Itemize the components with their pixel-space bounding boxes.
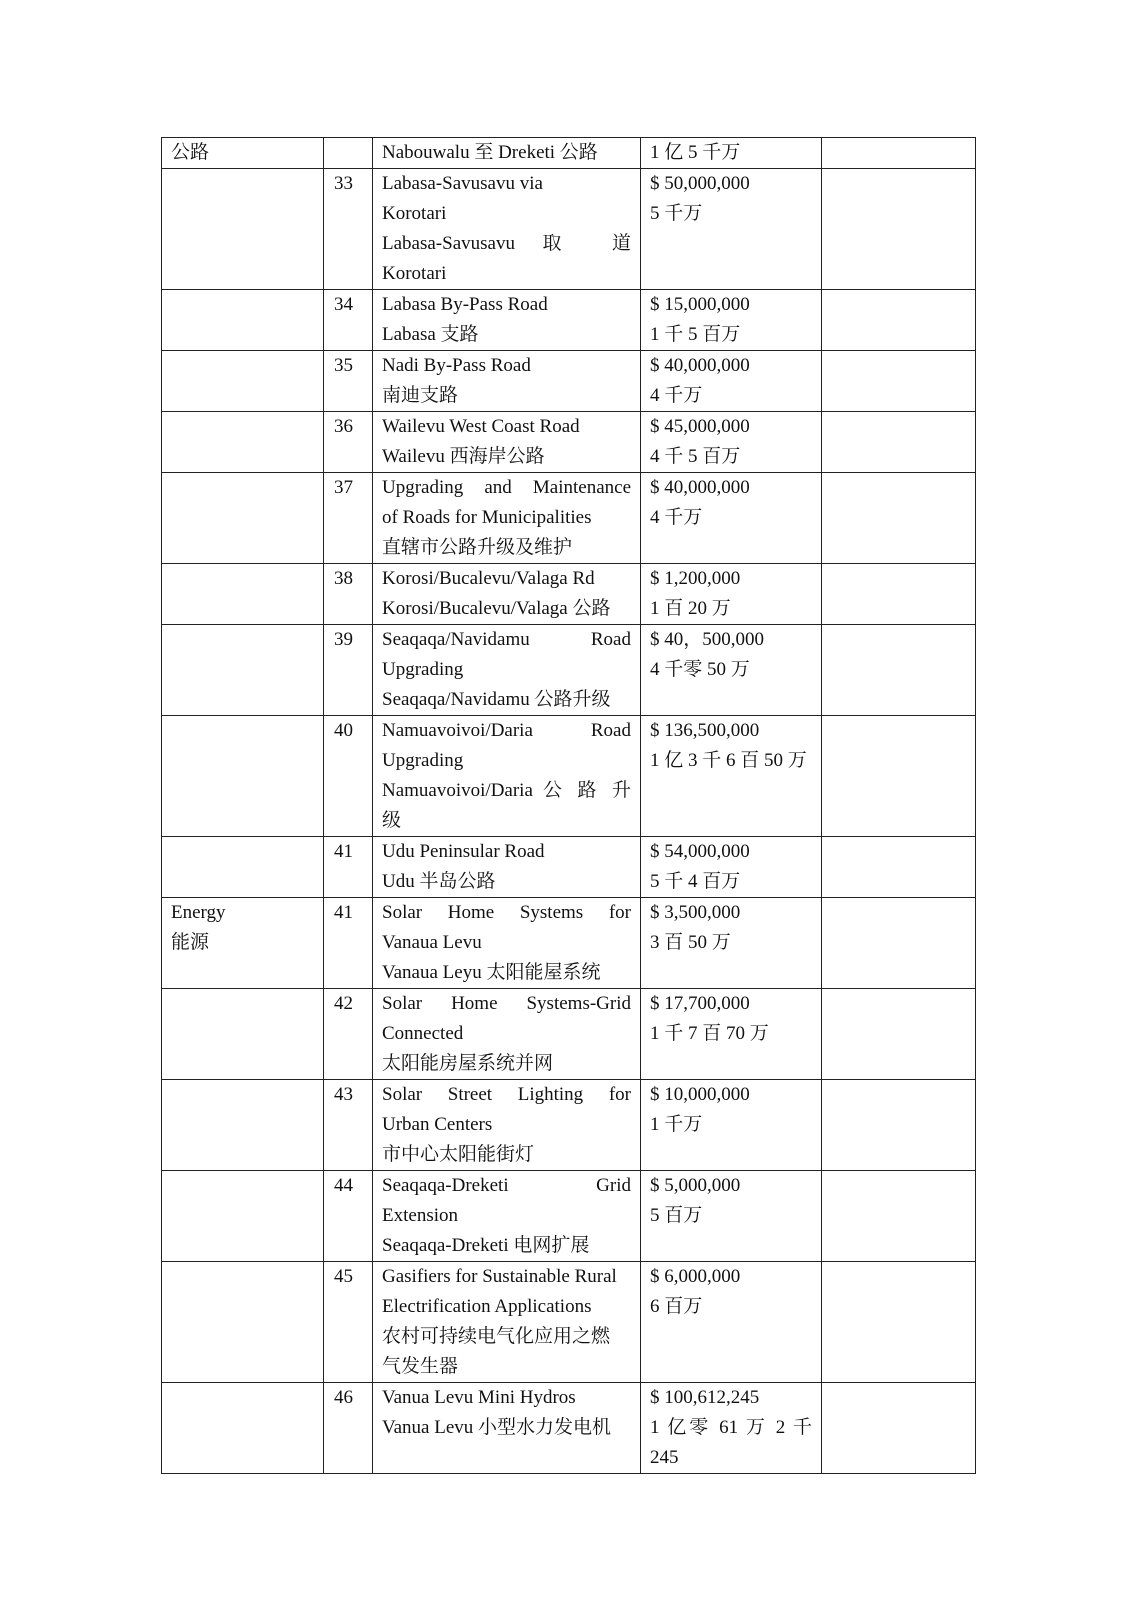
cost-line: $ 40,000,000 xyxy=(650,477,750,498)
project-name-cell xyxy=(373,564,641,625)
project-name-line: 级 xyxy=(382,810,402,831)
project-name-cell xyxy=(373,412,641,473)
item-number xyxy=(324,716,373,837)
item-number-text: 43 xyxy=(334,1084,353,1105)
project-name-line: Korotari xyxy=(382,263,447,284)
category-cell xyxy=(162,138,324,169)
project-name-line: Wailevu 西海岸公路 xyxy=(382,446,545,467)
remarks-cell xyxy=(822,290,976,351)
table-row xyxy=(162,1080,976,1171)
project-name-line: Udu Peninsular Road xyxy=(382,841,545,862)
cost-line: 1 千万 xyxy=(650,1114,703,1135)
project-name-cell xyxy=(373,716,641,837)
project-name-cell xyxy=(373,1383,641,1474)
project-name-line: Upgrading xyxy=(382,750,464,771)
remarks-cell xyxy=(822,351,976,412)
item-number xyxy=(324,898,373,989)
cost-line: 4 千 5 百万 xyxy=(650,446,741,467)
project-name-cell xyxy=(373,138,641,169)
category-cell xyxy=(162,290,324,351)
item-number xyxy=(324,169,373,290)
project-name-line: Nabouwalu 至 Dreketi 公路 xyxy=(382,142,598,163)
cost-line: 245 xyxy=(650,1447,679,1468)
project-name-cell xyxy=(373,1262,641,1383)
item-number xyxy=(324,351,373,412)
project-name-cell xyxy=(373,290,641,351)
project-name-line: Labasa-Savusavu 取 道 xyxy=(382,233,631,254)
project-name-line: Wailevu West Coast Road xyxy=(382,416,580,437)
item-number-text: 46 xyxy=(334,1387,353,1408)
project-name-line: of Roads for Municipalities xyxy=(382,507,592,528)
cost-line: $ 5,000,000 xyxy=(650,1175,741,1196)
cost-line: 1 亿 3 千 6 百 50 万 xyxy=(650,750,807,771)
item-number-text: 39 xyxy=(334,629,353,650)
table-row xyxy=(162,1262,976,1383)
category-cell xyxy=(162,837,324,898)
project-name-cell xyxy=(373,1171,641,1262)
project-name-cell xyxy=(373,473,641,564)
cost-line: 4 千零 50 万 xyxy=(650,659,750,680)
project-name-line: Vanua Levu Mini Hydros xyxy=(382,1387,576,1408)
cost-cell xyxy=(641,625,822,716)
remarks-cell xyxy=(822,898,976,989)
table-row xyxy=(162,138,976,169)
category-cell xyxy=(162,351,324,412)
project-name-line: Labasa By-Pass Road xyxy=(382,294,548,315)
project-name-line: Udu 半岛公路 xyxy=(382,871,496,892)
item-number xyxy=(324,564,373,625)
item-number xyxy=(324,290,373,351)
project-name-line: Labasa-Savusavu via xyxy=(382,173,543,194)
table-row xyxy=(162,837,976,898)
item-number xyxy=(324,837,373,898)
cost-cell xyxy=(641,412,822,473)
category-cell xyxy=(162,716,324,837)
cost-cell xyxy=(641,138,822,169)
project-name-line: Extension xyxy=(382,1205,458,1226)
item-number xyxy=(324,412,373,473)
table-row xyxy=(162,1383,976,1474)
project-table xyxy=(161,137,976,1474)
cost-cell xyxy=(641,1383,822,1474)
cost-line: 6 百万 xyxy=(650,1296,703,1317)
cost-cell xyxy=(641,1171,822,1262)
project-name-line: 农村可持续电气化应用之燃 xyxy=(382,1326,611,1347)
cost-cell xyxy=(641,716,822,837)
project-name-cell xyxy=(373,351,641,412)
cost-cell xyxy=(641,989,822,1080)
category-cell xyxy=(162,412,324,473)
project-name-line: Seaqaqa-Dreketi Grid xyxy=(382,1175,631,1196)
category-cell xyxy=(162,625,324,716)
cost-line: 3 百 50 万 xyxy=(650,932,731,953)
category-label: Energy xyxy=(171,902,226,923)
category-cell xyxy=(162,169,324,290)
cost-cell xyxy=(641,290,822,351)
project-name-line: Korosi/Bucalevu/Valaga Rd xyxy=(382,568,595,589)
item-number xyxy=(324,1383,373,1474)
cost-line: 1 亿零 61 万 2 千 xyxy=(650,1417,812,1438)
cost-cell xyxy=(641,473,822,564)
project-name-cell xyxy=(373,169,641,290)
project-name-line: Vanua Levu 小型水力发电机 xyxy=(382,1417,612,1438)
table-row xyxy=(162,625,976,716)
cost-line: 1 亿 5 千万 xyxy=(650,142,741,163)
table-row xyxy=(162,169,976,290)
item-number-text: 41 xyxy=(334,841,353,862)
project-name-line: Namuavoivoi/Daria Road xyxy=(382,720,631,741)
remarks-cell xyxy=(822,837,976,898)
project-name-line: Solar Home Systems-Grid xyxy=(382,993,631,1014)
item-number xyxy=(324,1171,373,1262)
cost-line: $ 15,000,000 xyxy=(650,294,750,315)
cost-line: $ 3,500,000 xyxy=(650,902,741,923)
project-name-line: 市中心太阳能街灯 xyxy=(382,1144,535,1165)
remarks-cell xyxy=(822,989,976,1080)
category-cell xyxy=(162,1080,324,1171)
item-number xyxy=(324,473,373,564)
cost-cell xyxy=(641,1262,822,1383)
project-name-line: Seaqaqa-Dreketi 电网扩展 xyxy=(382,1235,590,1256)
cost-line: $ 54,000,000 xyxy=(650,841,750,862)
remarks-cell xyxy=(822,1383,976,1474)
cost-line: $ 45,000,000 xyxy=(650,416,750,437)
table-row xyxy=(162,716,976,837)
cost-line: $ 40,000,000 xyxy=(650,355,750,376)
table-row xyxy=(162,1171,976,1262)
remarks-cell xyxy=(822,716,976,837)
category-cell xyxy=(162,1383,324,1474)
project-name-line: Electrification Applications xyxy=(382,1296,592,1317)
cost-line: $ 10,000,000 xyxy=(650,1084,750,1105)
item-number-text: 35 xyxy=(334,355,353,376)
item-number-text: 41 xyxy=(334,902,353,923)
category-cell xyxy=(162,473,324,564)
table-row xyxy=(162,290,976,351)
cost-line: 4 千万 xyxy=(650,385,703,406)
cost-cell xyxy=(641,1080,822,1171)
remarks-cell xyxy=(822,564,976,625)
project-name-line: Vanaua Levu xyxy=(382,932,482,953)
item-number-text: 36 xyxy=(334,416,353,437)
remarks-cell xyxy=(822,1171,976,1262)
table-row xyxy=(162,989,976,1080)
item-number-text: 38 xyxy=(334,568,353,589)
remarks-cell xyxy=(822,473,976,564)
cost-cell xyxy=(641,837,822,898)
item-number-text: 40 xyxy=(334,720,353,741)
category-cell xyxy=(162,989,324,1080)
item-number xyxy=(324,1262,373,1383)
project-name-line: Korotari xyxy=(382,203,447,224)
cost-cell xyxy=(641,564,822,625)
project-name-line: Korosi/Bucalevu/Valaga 公路 xyxy=(382,598,611,619)
table-row xyxy=(162,898,976,989)
project-name-cell xyxy=(373,1080,641,1171)
remarks-cell xyxy=(822,138,976,169)
item-number xyxy=(324,625,373,716)
table-row xyxy=(162,564,976,625)
cost-line: $ 100,612,245 xyxy=(650,1387,760,1408)
category-cell xyxy=(162,1262,324,1383)
project-name-line: 气发生器 xyxy=(382,1356,459,1377)
project-name-line: Urban Centers xyxy=(382,1114,493,1135)
remarks-cell xyxy=(822,412,976,473)
cost-line: 1 千 5 百万 xyxy=(650,324,741,345)
project-name-line: Upgrading xyxy=(382,659,464,680)
item-number-text: 37 xyxy=(334,477,353,498)
item-number-text: 45 xyxy=(334,1266,353,1287)
remarks-cell xyxy=(822,169,976,290)
cost-line: $ 50,000,000 xyxy=(650,173,750,194)
project-name-cell xyxy=(373,837,641,898)
project-name-line: 直辖市公路升级及维护 xyxy=(382,537,573,558)
cost-line: $ 1,200,000 xyxy=(650,568,741,589)
cost-line: $ 136,500,000 xyxy=(650,720,760,741)
remarks-cell xyxy=(822,625,976,716)
cost-line: 4 千万 xyxy=(650,507,703,528)
item-number-text: 42 xyxy=(334,993,353,1014)
project-name-line: Vanaua Leyu 太阳能屋系统 xyxy=(382,962,601,983)
category-cell xyxy=(162,1171,324,1262)
category-label: 能源 xyxy=(171,932,210,953)
cost-line: 5 千 4 百万 xyxy=(650,871,741,892)
project-name-line: Solar Street Lighting for xyxy=(382,1084,631,1105)
cost-line: 1 百 20 万 xyxy=(650,598,731,619)
cost-line: 5 百万 xyxy=(650,1205,703,1226)
remarks-cell xyxy=(822,1262,976,1383)
project-name-line: Solar Home Systems for xyxy=(382,902,631,923)
item-number-text: 34 xyxy=(334,294,353,315)
table-row xyxy=(162,351,976,412)
cost-line: 5 千万 xyxy=(650,203,703,224)
cost-cell xyxy=(641,169,822,290)
item-number xyxy=(324,989,373,1080)
project-name-line: Seaqaqa/Navidamu Road xyxy=(382,629,631,650)
cost-cell xyxy=(641,898,822,989)
category-label: 公路 xyxy=(171,142,210,163)
project-name-line: 南迪支路 xyxy=(382,385,459,406)
project-name-line: Upgrading and Maintenance xyxy=(382,477,631,498)
project-name-cell xyxy=(373,898,641,989)
category-cell xyxy=(162,898,324,989)
project-name-line: Connected xyxy=(382,1023,464,1044)
project-name-line: Labasa 支路 xyxy=(382,324,479,345)
cost-line: $ 6,000,000 xyxy=(650,1266,741,1287)
table-body xyxy=(162,138,976,1474)
project-name-line: Seaqaqa/Navidamu 公路升级 xyxy=(382,689,611,710)
project-name-line: 太阳能房屋系统并网 xyxy=(382,1053,554,1074)
category-cell xyxy=(162,564,324,625)
item-number-text: 33 xyxy=(334,173,353,194)
remarks-cell xyxy=(822,1080,976,1171)
table-row xyxy=(162,412,976,473)
table-row xyxy=(162,473,976,564)
project-name-line: Namuavoivoi/Daria 公 路 升 xyxy=(382,780,631,801)
cost-cell xyxy=(641,351,822,412)
project-name-line: Gasifiers for Sustainable Rural xyxy=(382,1266,617,1287)
cost-line: $ 17,700,000 xyxy=(650,993,750,1014)
cost-line: $ 40，500,000 xyxy=(650,629,765,650)
item-number xyxy=(324,138,373,169)
project-name-cell xyxy=(373,625,641,716)
item-number-text: 44 xyxy=(334,1175,353,1196)
item-number xyxy=(324,1080,373,1171)
project-name-line: Nadi By-Pass Road xyxy=(382,355,531,376)
cost-line: 1 千 7 百 70 万 xyxy=(650,1023,769,1044)
project-name-cell xyxy=(373,989,641,1080)
